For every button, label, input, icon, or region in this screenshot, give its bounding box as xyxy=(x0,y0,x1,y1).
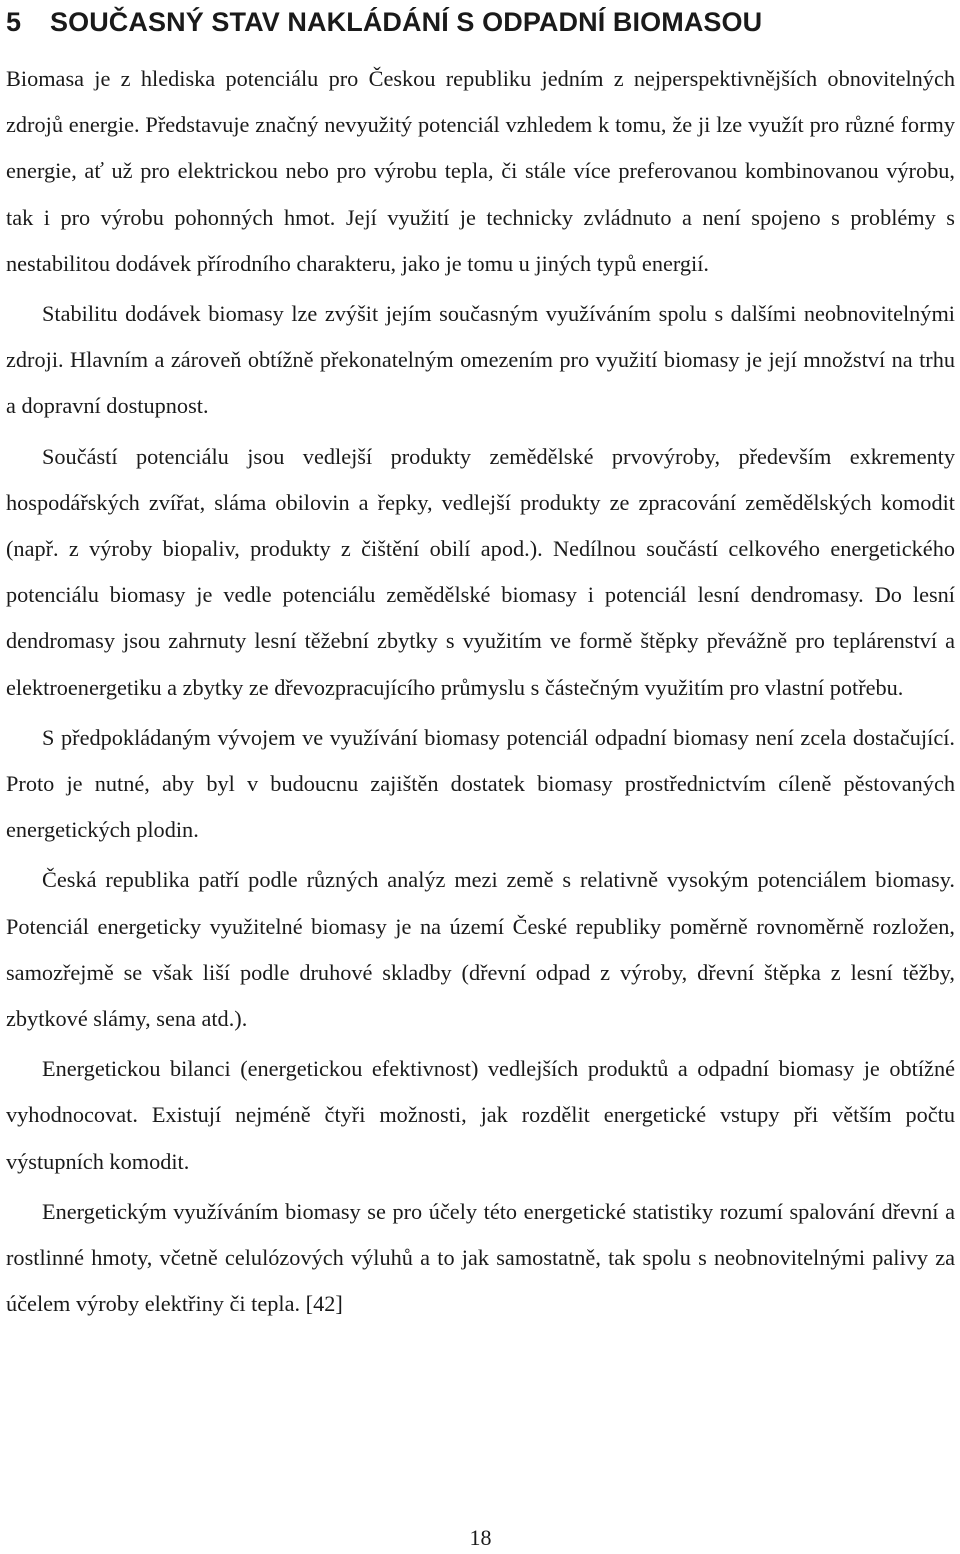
paragraph-stability: Stabilitu dodávek biomasy lze zvýšit jejím současným využíváním spolu s dalšími neobnovitelnými zdroji. Hlavním a zároveň obtížně překonatelným omezením pro využití biomasy je její množství na trhu a dopravní dostupnost. xyxy=(6,301,955,419)
paragraph-energy-use: Energetickým využíváním biomasy se pro účely této energetické statistiky rozumí spalování dřevní a rostlinné hmoty, včetně celulózových výluhů a to jak samostatně, tak spolu s neobnovitelnými palivy za účelem výroby elektřiny či tepla. [42] xyxy=(6,1198,955,1317)
chapter-number: 5 xyxy=(6,7,22,37)
paragraph-intro: Biomasa je z hlediska potenciálu pro Českou republiku jedním z nejperspektivnějších obnovitelných zdrojů energie. Představuje značný nevyužitý potenciál vzhledem k tomu, že ji lze využít pro různé formy energie, ať už pro elektrickou nebo pro výrobu tepla, či stále více preferovanou kombinovanou výrobu, tak i pro výrobu pohonných hmot. Její využití je technicky zvládnuto a není spojeno s problémy s nestabilitou dodávek přírodního charakteru, jako je tomu u jiných typů energií. xyxy=(6,66,955,276)
paragraph-development: S předpokládaným vývojem ve využívání biomasy potenciál odpadní biomasy není zcela dostačující. Proto je nutné, aby byl v budoucnu zajištěn dostatek biomasy prostřednictvím cíleně pěstovaných energetických plodin. xyxy=(6,724,955,843)
paragraph-czech-republic: Česká republika patří podle různých analýz mezi země s relativně vysokým potenciálem biomasy. Potenciál energeticky využitelné biomasy je na území České republiky poměrně rovnoměrně rozložen, samozřejmě se však liší podle druhové skladby (dřevní odpad z výroby, dřevní štěpka z lesní těžby, zbytkové slámy, sena atd.). xyxy=(6,867,955,1032)
page-number: 18 xyxy=(469,1525,492,1550)
paragraph-energy-balance: Energetickou bilanci (energetickou efektivnost) vedlejších produktů a odpadní biomasy je obtížné vyhodnocovat. Existují nejméně čtyři možnosti, jak rozdělit energetické vstupy při větším počtu výstupních komodit. xyxy=(6,1056,955,1174)
chapter-title: SOUČASNÝ STAV NAKLÁDÁNÍ S ODPADNÍ BIOMASOU xyxy=(50,7,763,37)
chapter-heading xyxy=(6,6,762,38)
body-text xyxy=(6,56,955,1331)
paragraph-potential: Součástí potenciálu jsou vedlejší produkty zemědělské prvovýroby, především exkrementy hospodářských zvířat, sláma obilovin a řepky, vedlejší produkty ze zpracování zemědělských komodit (např. z výroby biopaliv, produkty z čištění obilí apod.). Nedílnou součástí celkového energetického potenciálu biomasy je vedle potenciálu zemědělské biomasy i potenciál lesní dendromasy. Do lesní dendromasy jsou zahrnuty lesní těžební zbytky s využitím ve formě štěpky převážně pro teplárenství a elektroenergetiku a zbytky ze dřevozpracujícího průmyslu s částečným využitím pro vlastní potřebu. xyxy=(6,443,955,700)
document-page xyxy=(6,0,956,1554)
